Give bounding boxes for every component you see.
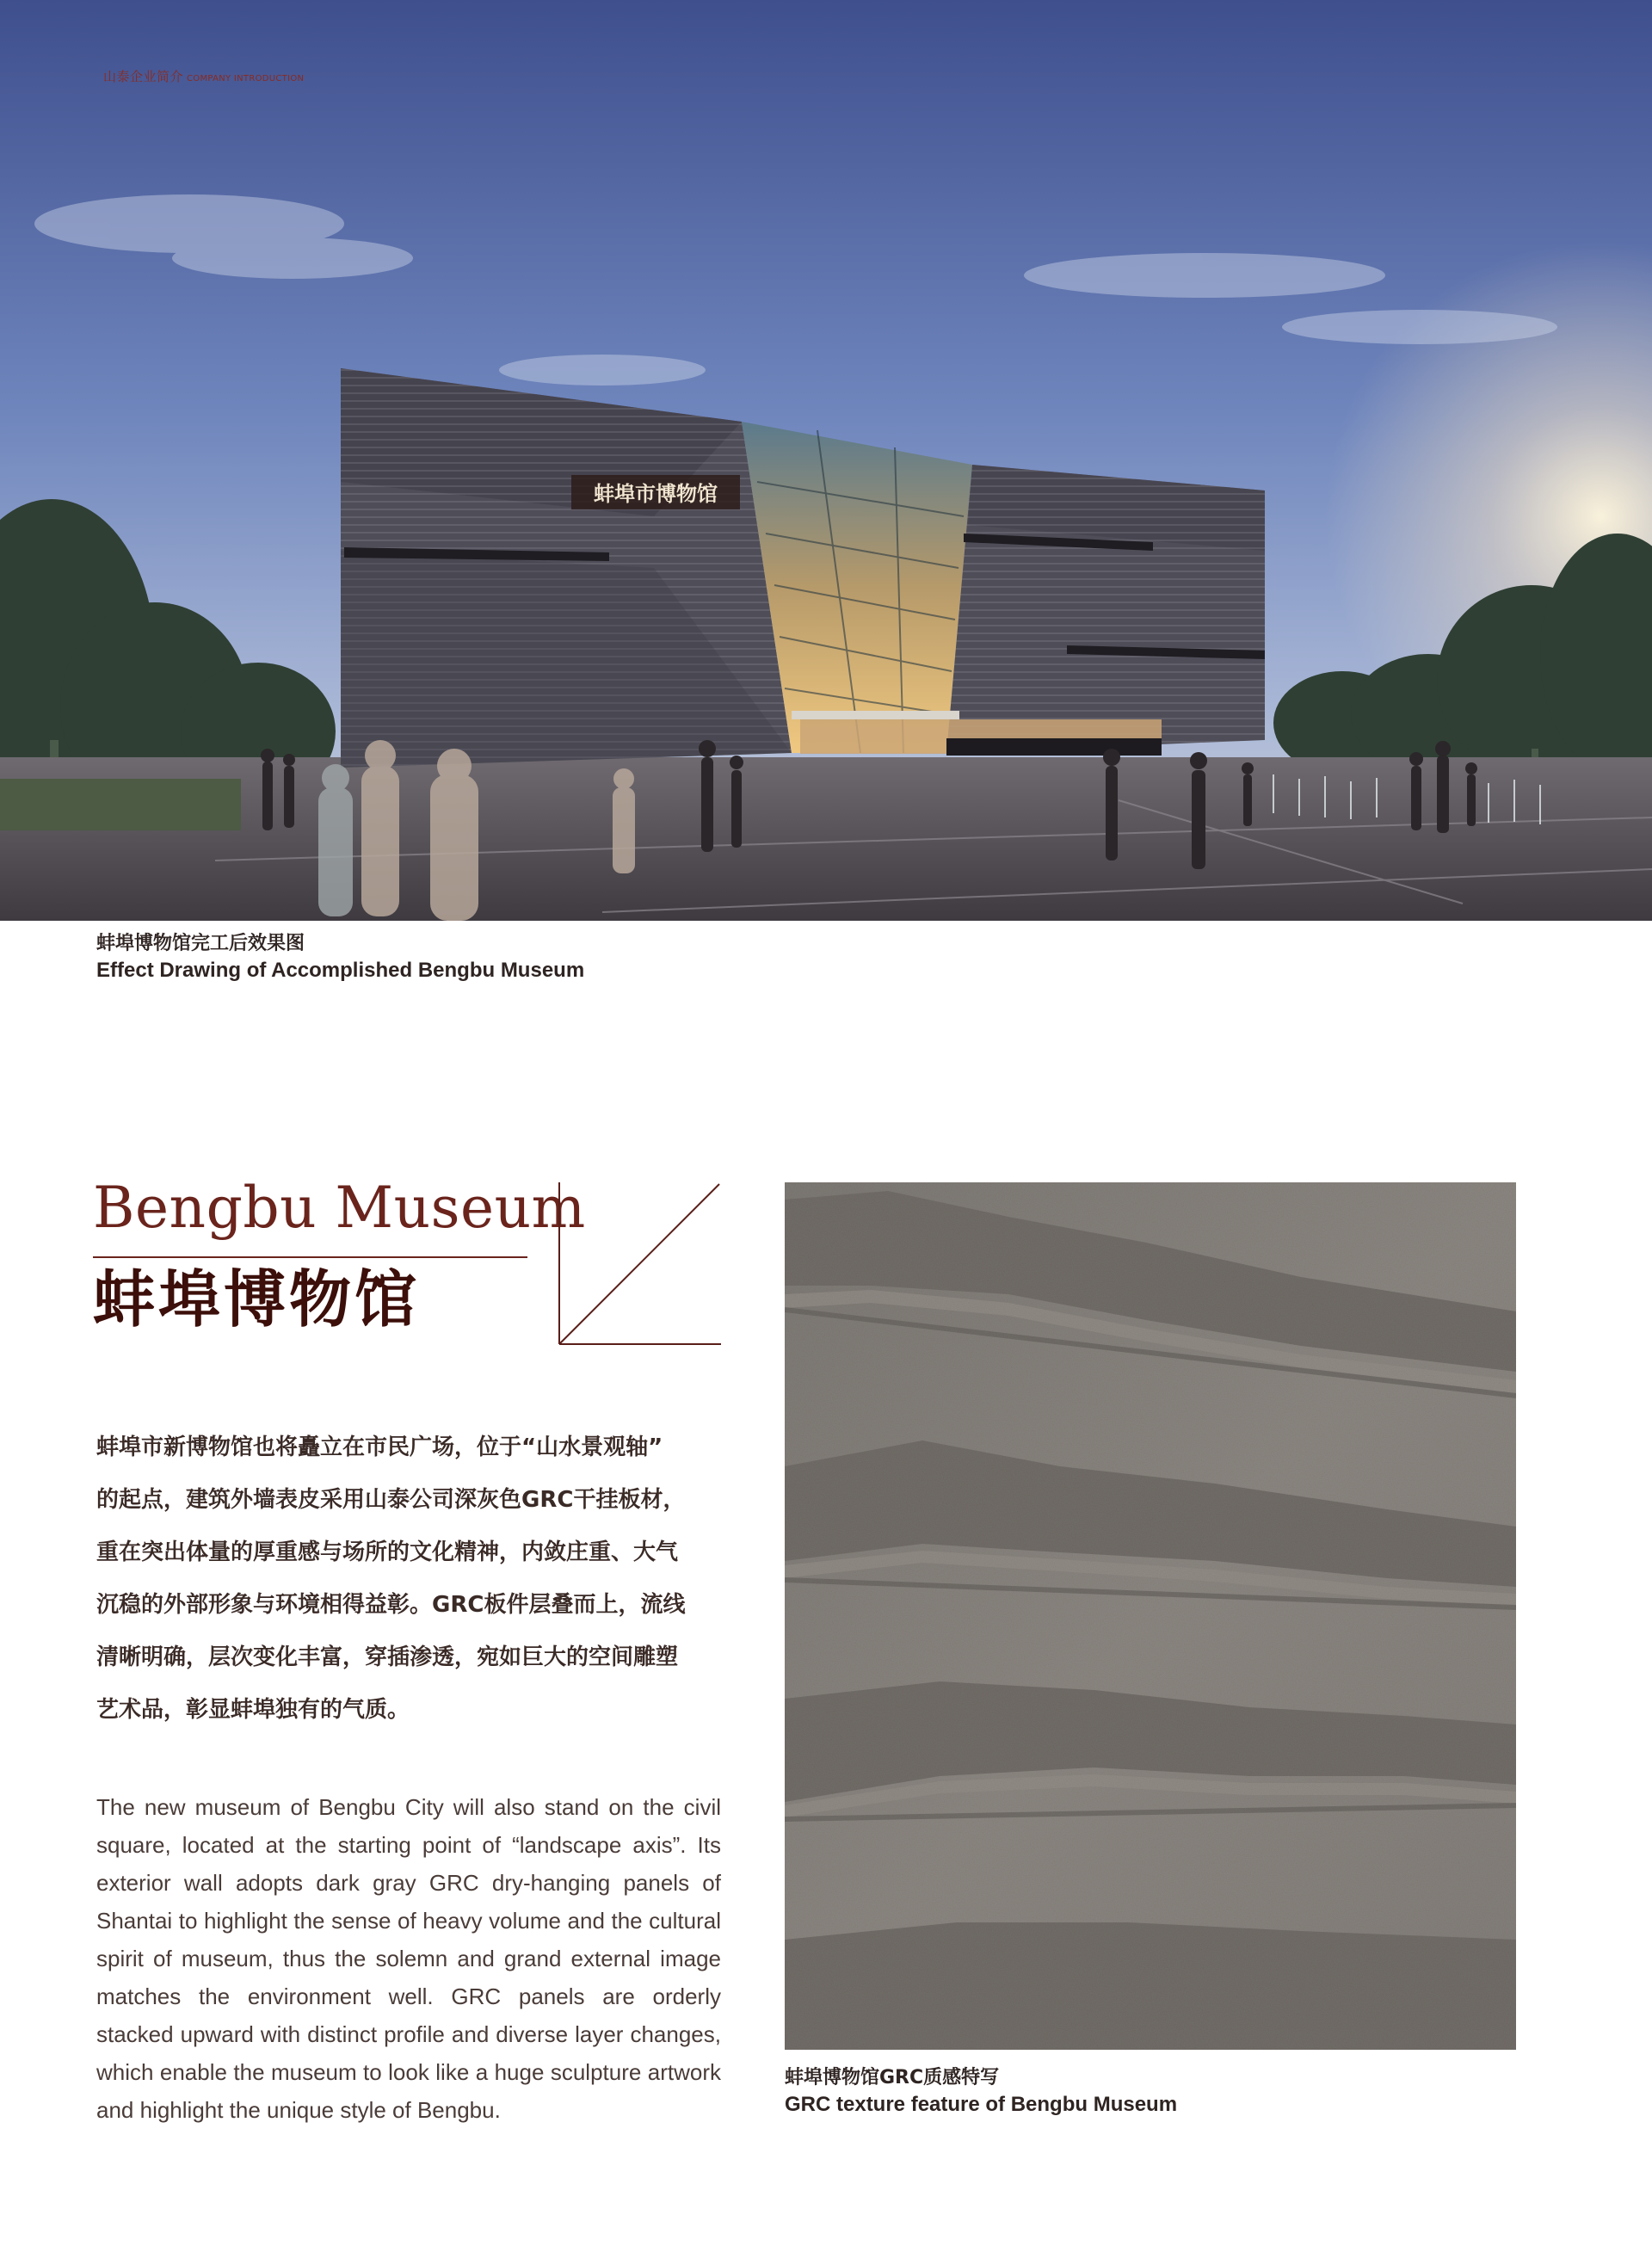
body-cn-line: 蚌埠市新博物馆也将矗立在市民广场，位于“山水景观轴” [96, 1434, 663, 1460]
body-cn-line: 沉稳的外部形象与环境相得益彰。GRC板件层叠而上，流线 [96, 1592, 686, 1618]
hero-caption-cn: 蚌埠博物馆完工后效果图 [96, 933, 305, 954]
title-corner-decoration [558, 1182, 721, 1346]
header-brand [103, 67, 304, 85]
building-sign: 蚌埠市博物馆 [594, 482, 718, 506]
grc-texture-photo [785, 1182, 1516, 2050]
article-body-en: The new museum of Bengbu City will also stand on the civil square, located at the starting point of “landscape axis”. Its exterior wall adopts dark gray GRC dry-hanging panels of Shantai to highlight the sense of heavy volume and the cultural spirit of museum, thus the solemn and grand external image matches the environment well. GRC panels are orderly stacked upward with distinct profile and diverse layer changes, which enable the museum to look like a huge sculpture artwork and highlight the unique style of Bengbu. [96, 1794, 721, 2123]
hero-image [0, 0, 1652, 921]
hero-caption [96, 931, 584, 984]
brand-en: COMPANY INTRODUCTION [187, 74, 305, 83]
grc-texture-image [785, 1182, 1516, 2050]
texture-caption [785, 2065, 1177, 2119]
body-cn-line: 艺术品，彰显蚌埠独有的气质。 [96, 1697, 410, 1723]
body-cn-line: 的起点，建筑外墙表皮采用山泰公司深灰色GRC干挂板材， [96, 1487, 686, 1513]
texture-caption-en: GRC texture feature of Bengbu Museum [785, 2093, 1178, 2116]
hero-caption-en: Effect Drawing of Accomplished Bengbu Museum [96, 959, 585, 982]
museum-rendering [0, 0, 1652, 921]
body-cn-line: 清晰明确，层次变化丰富，穿插渗透，宛如巨大的空间雕塑 [96, 1644, 679, 1670]
article-title-cn: 蚌埠博物馆 [93, 1263, 421, 1336]
body-cn-line: 重在突出体量的厚重感与场所的文化精神，内敛庄重、大气 [96, 1539, 679, 1565]
brand-cn: 山泰企业简介 [103, 69, 184, 84]
article-body-cn [96, 1422, 721, 1737]
article-title-en: Bengbu Museum [93, 1175, 586, 1241]
texture-caption-cn: 蚌埠博物馆GRC质感特写 [785, 2067, 1000, 2088]
